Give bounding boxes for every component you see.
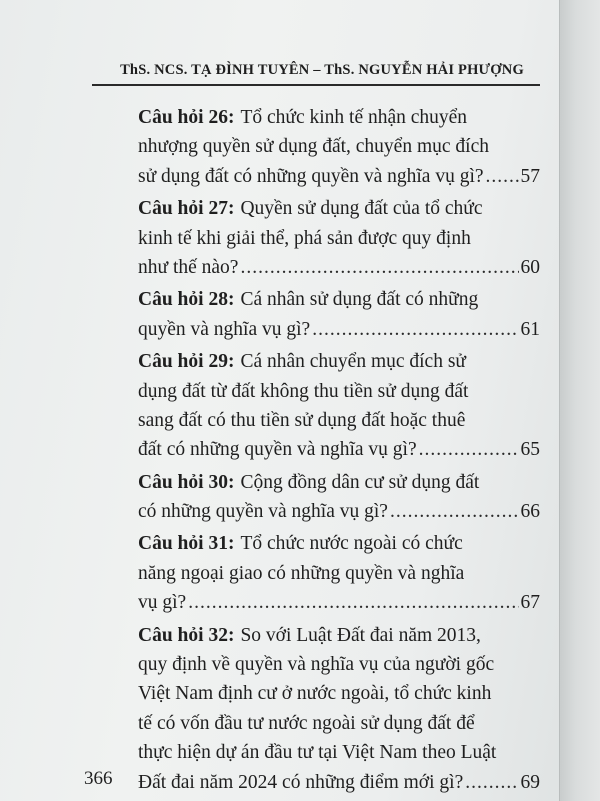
question-text: Cá nhân sử dụng đất có những [240,289,479,311]
question-text: kinh tế khi giải thể, phá sản được quy định [138,227,471,249]
page-ref: 57 [520,165,540,187]
leader-dots [312,319,518,341]
question-label: Câu hỏi 26: [138,107,235,128]
question-label: Câu hỏi 32: [138,624,235,646]
question-text: sử dụng đất có những quyền và nghĩa vụ gì? [138,165,484,187]
question-text: sang đất có thu tiền sử dụng đất hoặc thuê [138,409,466,431]
leader-dots [486,166,519,188]
question-text: có những quyền và nghĩa vụ gì? [138,501,388,523]
page-ref: 60 [520,256,540,278]
question-text: năng ngoại giao có những quyền và nghĩa [138,562,465,584]
question-label: Câu hỏi 30: [138,471,235,493]
toc-entry-27 [130,198,540,286]
page-number: 366 [84,768,113,789]
toc-entry-32 [130,625,540,801]
page-ref: 67 [520,592,540,614]
question-text: như thế nào? [138,256,239,278]
leader-dots [465,772,518,794]
adjacent-page-edge [559,0,600,801]
page-ref: 61 [520,318,540,340]
header-rule [92,84,540,86]
question-text: tế có vốn đầu tư nước ngoài sử dụng đất để [138,712,475,734]
question-text: Quyền sử dụng đất của tổ chức [240,198,483,220]
toc-entry-29 [130,351,540,469]
question-text: Đất đai năm 2024 có những điểm mới gì? [138,771,464,793]
question-text: thực hiện dự án đầu tư tại Việt Nam theo Luật [138,742,497,764]
running-header: ThS. NCS. TẠ ĐÌNH TUYÊN – ThS. NGUYỄN HẢI PHƯỢNG [120,62,524,78]
question-label: Câu hỏi 29: [138,351,235,373]
question-label: Câu hỏi 28: [138,289,235,311]
question-text: Cộng đồng dân cư sử dụng đất [240,471,480,493]
page-ref: 66 [520,501,540,523]
toc-entry-30 [130,472,540,531]
table-of-contents [130,107,540,801]
page-ref: 69 [520,771,540,793]
question-text: đất có những quyền và nghĩa vụ gì? [138,439,417,461]
toc-entry-31 [130,533,540,621]
question-text: Việt Nam định cư ở nước ngoài, tổ chức kinh [138,683,492,705]
question-text: nhượng quyền sử dụng đất, chuyển mục đích [138,136,489,158]
question-text: dụng đất từ đất không thu tiền sử dụng đất [138,380,469,402]
toc-entry-26 [130,107,540,195]
question-text: quy định về quyền và nghĩa vụ của người gốc [138,654,495,676]
leader-dots [240,257,518,279]
leader-dots [390,501,519,523]
leader-dots [419,439,519,461]
question-text: Tổ chức nước ngoài có chức [240,533,463,555]
leader-dots [188,592,518,614]
question-text: Tổ chức kinh tế nhận chuyển [240,107,468,128]
page-ref: 65 [520,439,540,461]
toc-entry-28 [130,289,540,348]
question-text: vụ gì? [138,592,187,614]
question-label: Câu hỏi 31: [138,533,235,555]
question-text: Cá nhân chuyển mục đích sử [240,351,466,373]
question-text: quyền và nghĩa vụ gì? [138,318,311,340]
question-text: So với Luật Đất đai năm 2013, [240,624,481,646]
question-label: Câu hỏi 27: [138,198,235,220]
